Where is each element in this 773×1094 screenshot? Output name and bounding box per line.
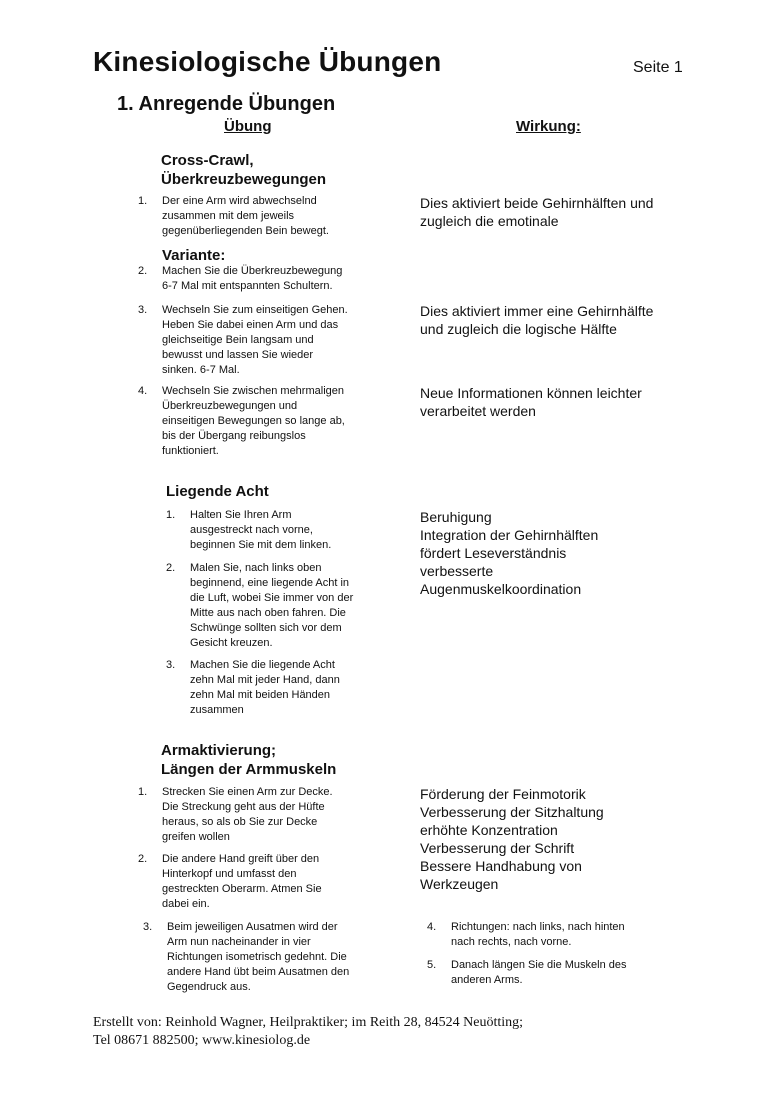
page-number: Seite 1	[633, 59, 683, 76]
item-text	[190, 508, 331, 553]
item-line: Arm nun nacheinander in vier	[167, 936, 311, 948]
item-line: Die Streckung geht aus der Hüfte	[162, 801, 325, 813]
exercise-title-line: Cross-Crawl,	[161, 152, 254, 169]
item-line: bewusst und lassen Sie wieder	[162, 349, 314, 361]
effect-line: erhöhte Konzentration	[420, 822, 558, 838]
list-item	[427, 958, 687, 990]
effect-text	[420, 302, 653, 338]
column-header-exercise: Übung	[224, 118, 272, 135]
effect-line: verbesserte	[420, 563, 494, 579]
item-text	[451, 920, 625, 950]
item-line: heraus, so als ob Sie zur Decke	[162, 816, 318, 828]
effect-line: Werkzeugen	[420, 876, 499, 892]
column-header-effect: Wirkung:	[516, 118, 581, 135]
footer-line: Erstellt von: Reinhold Wagner, Heilpraktiker; im Reith 28, 84524 Neuötting;	[93, 1015, 524, 1030]
item-line: anderen Arms.	[451, 974, 523, 986]
item-line: Gesicht kreuzen.	[190, 637, 273, 649]
item-text	[190, 561, 353, 651]
item-line: dabei ein.	[162, 898, 210, 910]
effect-line: Verbesserung der Sitzhaltung	[420, 804, 604, 820]
item-line: Danach längen Sie die Muskeln des	[451, 959, 627, 971]
effect-line: verarbeitet werden	[420, 403, 536, 419]
item-line: einseitigen Bewegungen so lange ab,	[162, 415, 345, 427]
exercise-title-line: Überkreuzbewegungen	[161, 171, 327, 188]
item-text	[162, 384, 345, 459]
item-line: bis der Übergang reibungslos	[162, 430, 306, 442]
item-line: Richtungen: nach links, nach hinten	[451, 921, 625, 933]
item-text	[162, 303, 348, 378]
list-item	[166, 561, 406, 653]
exercise-title-line: Armaktivierung;	[161, 742, 277, 759]
item-line: Machen Sie die Überkreuzbewegung	[162, 265, 343, 277]
item-number: 4.	[427, 921, 437, 933]
item-line: Hinterkopf und umfasst den	[162, 868, 297, 880]
list-item	[143, 920, 403, 996]
effect-line: Neue Informationen können leichter	[420, 385, 642, 401]
item-number: 4.	[138, 385, 148, 397]
item-line: zehn Mal mit jeder Hand, dann	[190, 674, 340, 686]
list-item	[138, 194, 398, 240]
item-line: Der eine Arm wird abwechselnd	[162, 195, 317, 207]
item-line: Strecken Sie einen Arm zur Decke.	[162, 786, 333, 798]
item-line: ausgestreckt nach vorne,	[190, 524, 313, 536]
effect-line: Dies aktiviert beide Gehirnhälften und	[420, 195, 654, 211]
effect-line: und zugleich die logische Hälfte	[420, 321, 617, 337]
section-title: 1. Anregende Übungen	[117, 93, 336, 115]
document-title: Kinesiologische Übungen	[93, 46, 442, 77]
item-number: 3.	[166, 659, 176, 671]
item-line: zehn Mal mit beiden Händen	[190, 689, 331, 701]
list-item	[427, 920, 687, 952]
list-item	[138, 303, 398, 379]
item-line: gegenüberliegenden Bein bewegt.	[162, 225, 329, 237]
list-item	[138, 384, 398, 460]
item-line: zusammen	[190, 704, 244, 716]
effect-line: Augenmuskelkoordination	[420, 581, 582, 597]
item-line: greifen wollen	[162, 831, 230, 843]
item-line: Malen Sie, nach links oben	[190, 562, 322, 574]
item-line: Halten Sie Ihren Arm	[190, 509, 292, 521]
item-number: 1.	[138, 786, 148, 798]
exercise-title-line: Längen der Armmuskeln	[161, 761, 337, 778]
item-number: 2.	[166, 562, 176, 574]
item-line: Wechseln Sie zum einseitigen Gehen.	[162, 304, 348, 316]
item-line: Überkreuzbewegungen und	[162, 400, 298, 412]
effect-text	[420, 785, 604, 893]
list-item	[138, 785, 398, 847]
effect-line: Dies aktiviert immer eine Gehirnhälfte	[420, 303, 654, 319]
effect-line: Förderung der Feinmotorik	[420, 786, 586, 802]
item-number: 5.	[427, 959, 437, 971]
effect-line: Integration der Gehirnhälften	[420, 527, 599, 543]
item-number: 1.	[166, 509, 176, 521]
exercise-title-lazy-eight: Liegende Acht	[166, 483, 269, 500]
item-text	[162, 852, 322, 912]
exercise-title-arm-activation	[161, 741, 336, 779]
item-number: 3.	[143, 921, 153, 933]
list-item	[138, 264, 398, 296]
footer	[93, 1014, 523, 1050]
item-text	[162, 194, 329, 239]
footer-line: Tel 08671 882500; www.kinesiolog.de	[93, 1033, 311, 1048]
list-item	[166, 658, 406, 720]
item-line: Mitte aus nach oben fahren. Die	[190, 607, 346, 619]
item-text	[190, 658, 340, 718]
item-line: beginnen Sie mit dem linken.	[190, 539, 332, 551]
item-line: nach rechts, nach vorne.	[451, 936, 572, 948]
item-line: zusammen mit dem jeweils	[162, 210, 295, 222]
effect-line: Bessere Handhabung von	[420, 858, 582, 874]
effect-text	[420, 508, 598, 598]
effect-line: zugleich die emotinale	[420, 213, 559, 229]
item-number: 3.	[138, 304, 148, 316]
exercise-title-cross-crawl	[161, 151, 326, 189]
item-text	[451, 958, 627, 988]
item-line: Machen Sie die liegende Acht	[190, 659, 335, 671]
effect-text	[420, 194, 653, 230]
effect-line: Verbesserung der Schrift	[420, 840, 575, 856]
item-line: Wechseln Sie zwischen mehrmaligen	[162, 385, 344, 397]
item-number: 2.	[138, 853, 148, 865]
effect-text	[420, 384, 642, 420]
item-line: Heben Sie dabei einen Arm und das	[162, 319, 339, 331]
item-line: Beim jeweiligen Ausatmen wird der	[167, 921, 338, 933]
item-text	[162, 264, 342, 294]
item-line: Schwünge sollten sich vor dem	[190, 622, 342, 634]
list-item	[166, 508, 406, 554]
item-line: sinken. 6-7 Mal.	[162, 364, 240, 376]
item-line: funktioniert.	[162, 445, 219, 457]
item-line: gestreckten Oberarm. Atmen Sie	[162, 883, 322, 895]
item-line: Richtungen isometrisch gedehnt. Die	[167, 951, 347, 963]
effect-line: Beruhigung	[420, 509, 492, 525]
variant-label: Variante:	[162, 247, 226, 264]
item-line: 6-7 Mal mit entspannten Schultern.	[162, 280, 333, 292]
item-line: Gegendruck aus.	[167, 981, 251, 993]
item-line: gleichseitige Bein langsam und	[162, 334, 314, 346]
item-text	[162, 785, 333, 845]
item-line: die Luft, wobei Sie immer von der	[190, 592, 354, 604]
item-line: beginnend, eine liegende Acht in	[190, 577, 350, 589]
item-number: 1.	[138, 195, 148, 207]
item-line: Die andere Hand greift über den	[162, 853, 320, 865]
item-number: 2.	[138, 265, 148, 277]
list-item	[138, 852, 398, 914]
effect-line: fördert Leseverständnis	[420, 545, 567, 561]
item-text	[167, 920, 349, 995]
item-line: andere Hand übt beim Ausatmen den	[167, 966, 350, 978]
